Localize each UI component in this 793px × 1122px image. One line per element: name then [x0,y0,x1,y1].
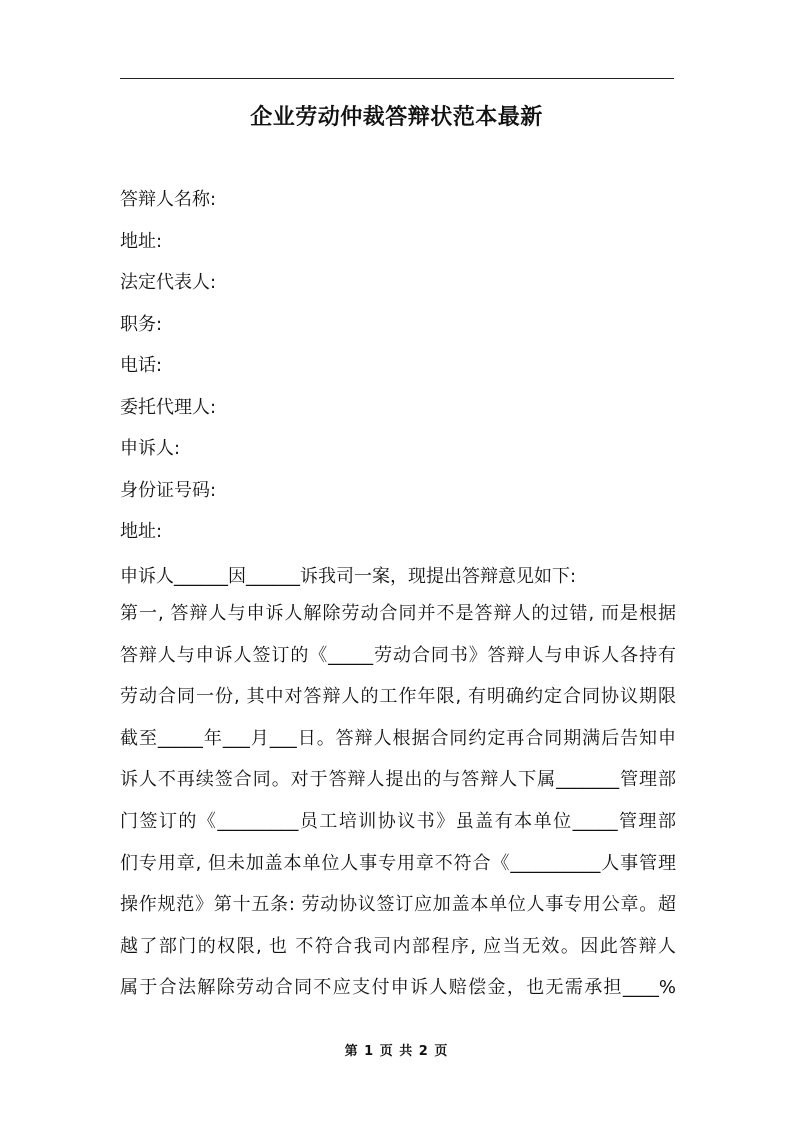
header-rule [120,78,674,79]
field-id-number: 身份证号码: [120,479,217,501]
body-line: 第一, 答辩人与申诉人解除劳动合同并不是答辩人的过错, 而是根据 [120,603,676,624]
body-line: 诉人不再续签合同。对于答辩人提出的与答辩人下属_______管理部 [120,769,676,791]
body-line: 属于合法解除劳动合同不应支付申诉人赔偿金，也无需承担____% [120,977,676,999]
page-number-footer: 第 1 页 共 2 页 [344,1044,449,1059]
field-respondent-address: 地址: [120,230,163,252]
body-line: 截至_____年___月___日。答辩人根据合同约定再合同期满后告知申 [120,727,676,749]
field-legal-representative: 法定代表人: [120,272,217,293]
body-line: 越了部门的权限, 也 不符合我司内部程序, 应当无效。因此答辩人 [120,935,676,957]
intro-line: 申诉人______因______诉我司一案，现提出答辩意见如下: [120,566,577,587]
body-line: 门签订的《_________员工培训协议书》虽盖有本单位_____管理部 [120,810,676,832]
field-complainant: 申诉人: [120,438,181,459]
field-agent: 委托代理人: [120,396,217,418]
field-respondent-name: 答辩人名称: [120,189,217,210]
party-info-fields [120,184,680,558]
field-complainant-address: 地址: [120,521,163,542]
field-phone: 电话: [120,355,163,376]
body-line: 操作规范》第十五条: 劳动协议签订应加盖本单位人事专用公章。超 [120,894,676,916]
document-title: 企业劳动仲裁答辩状范本最新 [250,105,543,130]
body-line: 答辩人与申诉人签订的《_____劳动合同书》答辩人与申诉人各持有 [120,644,676,666]
field-position: 职务: [120,313,163,335]
body-line: 劳动合同一份, 其中对答辩人的工作年限, 有明确约定合同协议期限 [120,686,676,708]
defense-body [120,566,676,1014]
body-line: 们专用章, 但未加盖本单位人事专用章不符合《__________人事管理 [120,852,676,874]
